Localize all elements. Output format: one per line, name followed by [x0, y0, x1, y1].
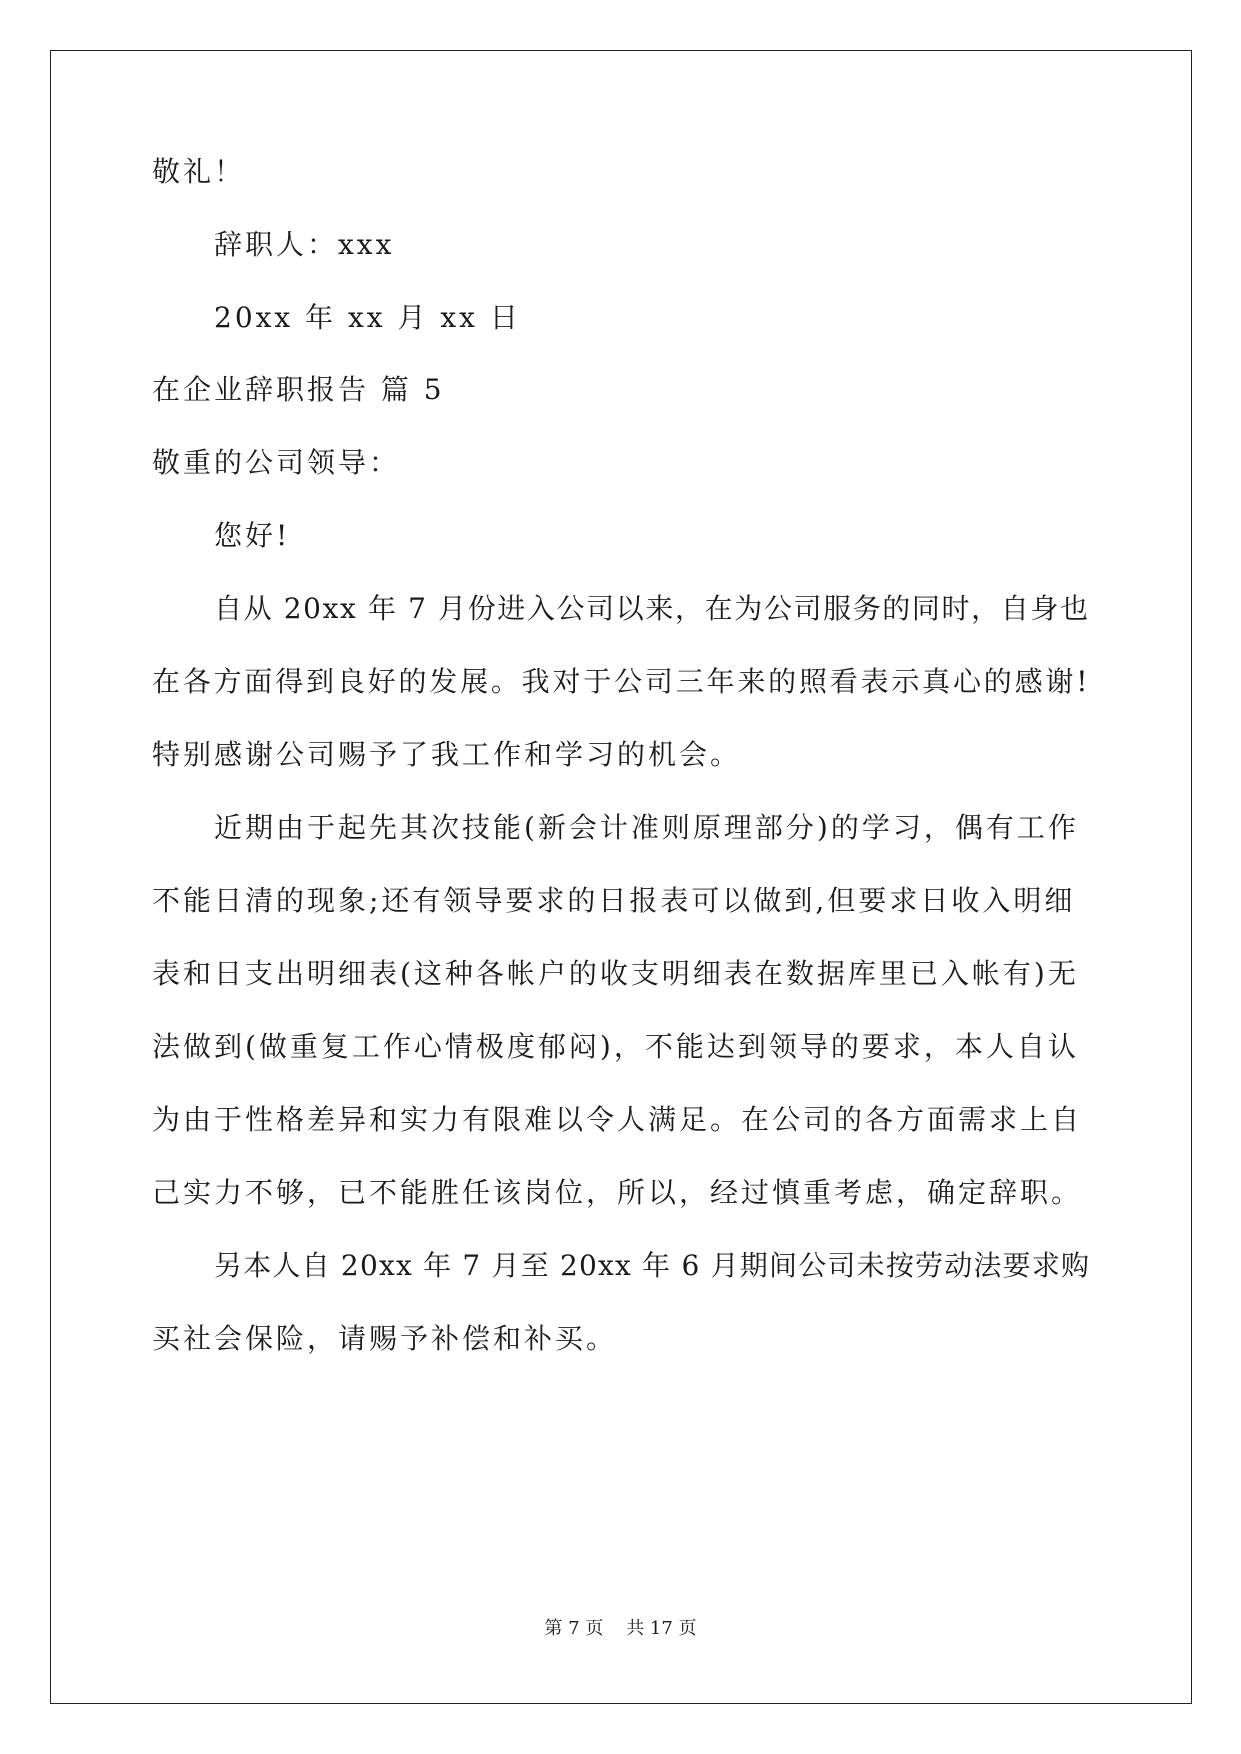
signature-name: 辞职人：xxx	[214, 228, 395, 261]
page-border	[50, 50, 1192, 1704]
paragraph-2-line-6: 己实力不够，已不能胜任该岗位，所以，经过慎重考虑，确定辞职。	[152, 1176, 1083, 1209]
paragraph-2-line-3: 表和日支出明细表(这种各帐户的收支明细表在数据库里已入帐有)无	[152, 957, 1079, 990]
paragraph-1-line-2: 在各方面得到良好的发展。我对于公司三年来的照看表示真心的感谢!	[152, 665, 1091, 698]
paragraph-2-line-2: 不能日清的现象;还有领导要求的日报表可以做到,但要求日收入明细	[152, 884, 1076, 917]
paragraph-2-line-4: 法做到(做重复工作心情极度郁闷)，不能达到领导的要求，本人自认	[152, 1030, 1079, 1063]
signature-date: 20xx 年 xx 月 xx 日	[214, 301, 521, 334]
paragraph-1-line-3: 特别感谢公司赐予了我工作和学习的机会。	[152, 738, 742, 771]
page-number-footer: 第 7 页 共 17 页	[544, 1618, 697, 1639]
paragraph-2-line-5: 为由于性格差异和实力有限难以令人满足。在公司的各方面需求上自	[152, 1103, 1083, 1136]
paragraph-1-line-1: 自从 20xx 年 7 月份进入公司以来，在为公司服务的同时，自身也	[214, 592, 1090, 625]
section-heading: 在企业辞职报告 篇 5	[152, 373, 445, 406]
paragraph-3-line-2: 买社会保险，请赐予补偿和补买。	[152, 1322, 618, 1355]
greeting-recipient: 敬重的公司领导：	[152, 446, 401, 479]
closing-salute: 敬礼！	[152, 155, 246, 188]
paragraph-2-line-1: 近期由于起先其次技能(新会计准则原理部分)的学习，偶有工作	[214, 811, 1079, 844]
greeting-hello: 您好!	[214, 519, 291, 552]
paragraph-3-line-1: 另本人自 20xx 年 7 月至 20xx 年 6 月期间公司未按劳动法要求购	[214, 1249, 1091, 1282]
